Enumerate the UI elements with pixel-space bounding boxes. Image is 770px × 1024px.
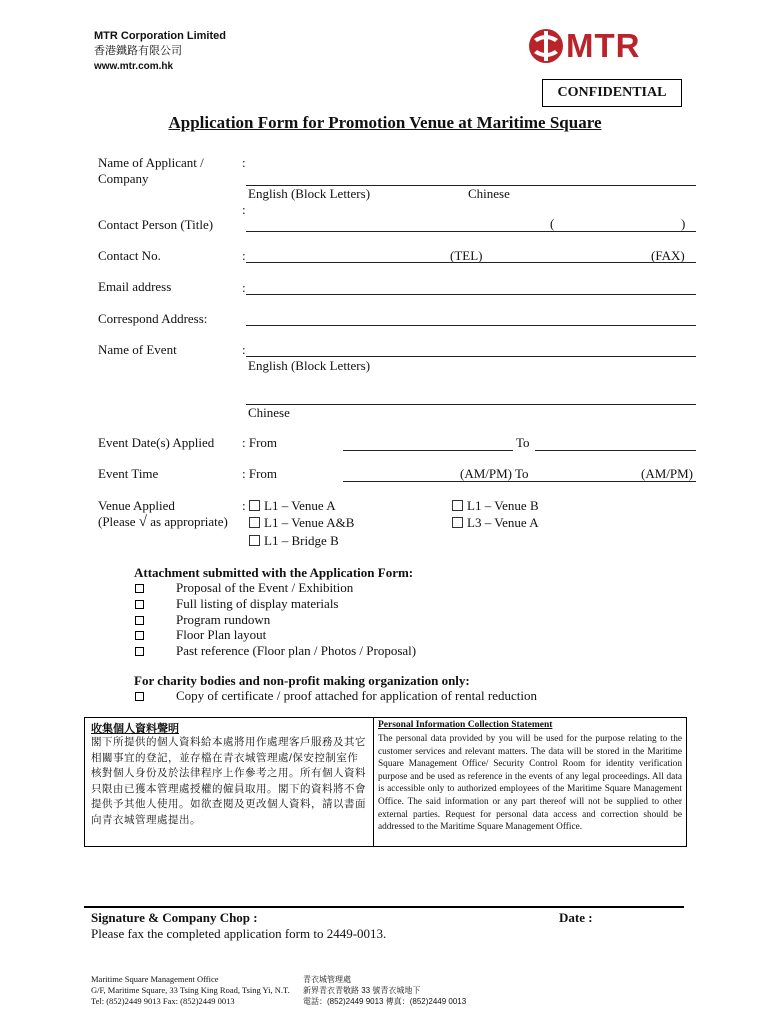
footer-en-line: Tel: (852)2449 9013 Fax: (852)2449 0013 xyxy=(91,996,235,1006)
venue-option[interactable] xyxy=(249,533,339,549)
venue-option[interactable] xyxy=(249,498,336,514)
extra-colon: : xyxy=(242,202,246,217)
attachment-checkbox[interactable] xyxy=(135,584,144,593)
venue-checkbox[interactable] xyxy=(249,517,260,528)
event-time-from: : From xyxy=(242,466,278,481)
company-website: www.mtr.com.hk xyxy=(94,61,174,72)
applicant-english-caption: English (Block Letters) xyxy=(248,186,371,201)
tick-icon: √ xyxy=(138,514,148,530)
privacy-zh-body: 閣下所提供的個人資料給本處將用作處理客戶服務及其它相關事宜的登記，並存檔在青衣城管理處/保安控制室作核對個人身份及於法律程序上作參考之用。所有個人資料只限由已獲本管理處授權的僱員取用。閣下的資料將不會提供予其他人使用。如欲查閱及更改個人資料，請以書面向青衣城管理處提出。 xyxy=(91,736,366,826)
date-label: Date : xyxy=(559,910,593,925)
applicant-colon: : xyxy=(242,155,246,170)
venue-checkbox[interactable] xyxy=(452,500,463,511)
fax-instruction: Please fax the completed application form to 2449-0013. xyxy=(91,926,387,941)
charity-item: Copy of certificate / proof attached for application of rental reduction xyxy=(176,688,537,703)
attachment-item: Program rundown xyxy=(176,612,271,627)
email-label: Email address xyxy=(98,279,172,294)
applicant-chinese-caption: Chinese xyxy=(468,186,510,201)
fax-caption: (FAX) xyxy=(651,248,685,263)
venue-checkbox[interactable] xyxy=(249,535,260,546)
email-colon: : xyxy=(242,280,246,295)
contact-person-label: Contact Person (Title) xyxy=(98,217,214,232)
venue-instruction-post: as appropriate) xyxy=(150,514,228,529)
footer-en-line: Maritime Square Management Office xyxy=(91,974,219,984)
title-paren-open: ( xyxy=(550,216,555,231)
contact-no-input-line[interactable] xyxy=(246,262,696,263)
mtr-logo xyxy=(528,28,564,69)
charity-checkbox[interactable] xyxy=(135,692,144,701)
company-name-en: MTR Corporation Limited xyxy=(94,30,226,42)
signature-label: Signature & Company Chop : xyxy=(91,910,258,925)
event-dates-to: To xyxy=(516,435,530,450)
attachments-heading: Attachment submitted with the Application Form: xyxy=(134,565,414,580)
event-time-label: Event Time xyxy=(98,466,159,481)
venue-option[interactable] xyxy=(452,498,539,514)
event-english-caption: English (Block Letters) xyxy=(248,358,371,373)
venue-option[interactable] xyxy=(249,515,354,531)
event-name-label: Name of Event xyxy=(98,342,177,357)
venue-option-label: L1 – Bridge B xyxy=(264,533,339,548)
attachment-checkbox[interactable] xyxy=(135,647,144,656)
venue-option-label: L1 – Venue B xyxy=(467,498,539,513)
event-name-colon: : xyxy=(242,342,246,357)
contact-person-input-line[interactable] xyxy=(246,231,696,232)
applicant-label-company: Company xyxy=(98,171,149,186)
venue-checkbox[interactable] xyxy=(452,517,463,528)
event-time-ampm-end: (AM/PM) xyxy=(641,466,694,481)
charity-heading: For charity bodies and non-profit making organization only: xyxy=(134,673,470,688)
event-date-from-line[interactable] xyxy=(343,450,513,451)
privacy-en-body: The personal data provided by you will be used for the purpose relating to the customer services and relevant matters. The data will be stored in the Maritime Square Management Office/ Security Control Room for identity verification purpose and be used as reference in the events of any legal proceedings. All data is accessible only to authorized employees of the Maritime Square Management Office. The said information or any part thereof will not be supplied to other external parties. Request for personal data access and correction should be addressed to the Maritime Square Management Office. xyxy=(378,734,682,833)
email-input-line[interactable] xyxy=(246,294,696,295)
attachment-checkbox[interactable] xyxy=(135,600,144,609)
venue-checkbox[interactable] xyxy=(249,500,260,511)
address-input-line[interactable] xyxy=(246,325,696,326)
venue-option-label: L1 – Venue A xyxy=(264,498,336,513)
footer-zh-line: 電話：(852)2449 9013 傳真：(852)2449 0013 xyxy=(303,997,467,1006)
venue-label: Venue Applied xyxy=(98,498,175,513)
event-name-chinese-line[interactable] xyxy=(246,404,696,405)
privacy-divider xyxy=(373,717,374,847)
venue-instruction xyxy=(98,514,228,531)
privacy-zh-title: 收集個人資料聲明 xyxy=(91,723,179,735)
signature-rule xyxy=(84,906,684,908)
attachment-item: Full listing of display materials xyxy=(176,596,339,611)
attachment-checkbox[interactable] xyxy=(135,616,144,625)
footer-en xyxy=(91,974,290,1007)
mtr-logo-text: MTR xyxy=(566,27,641,64)
venue-option[interactable] xyxy=(452,515,539,531)
event-date-to-line[interactable] xyxy=(535,450,696,451)
form-title: Application Form for Promotion Venue at Maritime Square xyxy=(168,113,602,132)
title-paren-close: ) xyxy=(681,216,686,231)
footer-en-line: G/F, Maritime Square, 33 Tsing King Road, Tsing Yi, N.T. xyxy=(91,985,290,995)
attachment-item: Proposal of the Event / Exhibition xyxy=(176,580,354,595)
event-time-ampm-to: (AM/PM) To xyxy=(460,466,529,481)
event-chinese-caption: Chinese xyxy=(248,405,290,420)
event-dates-label: Event Date(s) Applied xyxy=(98,435,215,450)
tel-caption: (TEL) xyxy=(450,248,483,263)
mtr-logo-icon xyxy=(528,28,564,64)
confidential-label: CONFIDENTIAL xyxy=(557,85,667,100)
company-name-zh: 香港鐵路有限公司 xyxy=(94,45,182,57)
applicant-label: Name of Applicant / xyxy=(98,155,204,170)
venue-colon: : xyxy=(242,498,246,513)
privacy-en-title: Personal Information Collection Statement xyxy=(378,720,553,730)
venue-option-label: L1 – Venue A&B xyxy=(264,515,355,530)
contact-no-colon: : xyxy=(242,248,246,263)
footer-zh-line: 青衣城管理處 xyxy=(303,975,351,984)
venue-option-label: L3 – Venue A xyxy=(467,515,539,530)
venue-instruction-pre: (Please xyxy=(98,514,136,529)
event-name-english-line[interactable] xyxy=(246,356,696,357)
attachment-checkbox[interactable] xyxy=(135,631,144,640)
footer-zh xyxy=(303,974,466,1007)
contact-no-label: Contact No. xyxy=(98,248,161,263)
event-dates-from: : From xyxy=(242,435,278,450)
attachment-item: Floor Plan layout xyxy=(176,627,267,642)
attachment-item: Past reference (Floor plan / Photos / Proposal) xyxy=(176,643,417,658)
address-label: Correspond Address: xyxy=(98,311,208,326)
footer-zh-line: 新界青衣青敬路 33 號青衣城地下 xyxy=(303,986,421,995)
